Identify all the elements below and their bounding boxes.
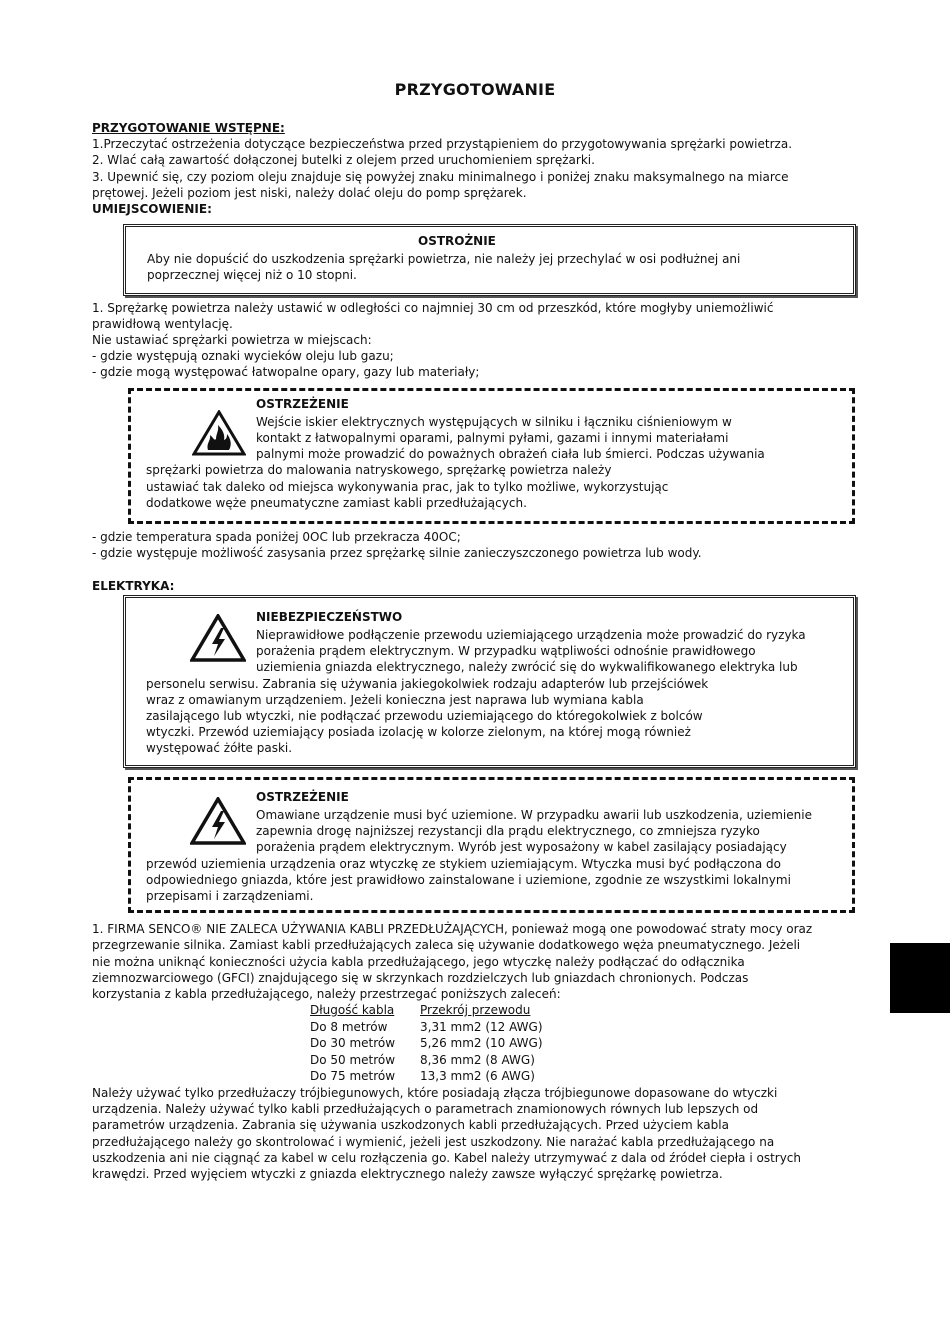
table-cell: 8,36 mm2 (8 AWG) — [420, 1052, 535, 1067]
final-line: przedłużającego należy go skontrolować i wymienić, jeżeli jest uszkodzony. Nie narażać kabla przedłużającego na — [92, 1135, 775, 1149]
danger-text: wraz z omawianym urządzeniem. Jeżeli konieczna jest naprawa lub wymiana kabla — [146, 693, 644, 707]
prep-line: prętowej. Jeżeli poziom jest niski, należy dolać oleju do pomp sprężarek. — [92, 186, 527, 200]
danger-text: Nieprawidłowe podłączenie przewodu uziemiającego urządzenia może prowadzić do ryzyka — [256, 628, 806, 642]
danger-title: NIEBEZPIECZEŃSTWO — [256, 610, 403, 624]
ext-line: przegrzewanie silnika. Zamiast kabli przedłużających zaleca się używanie dodatkowego węża pneumatycznego. Jeżeli — [92, 938, 801, 952]
caution-title: OSTROŻNIE — [418, 234, 496, 248]
location-line: - gdzie występuje możliwość zasysania przez sprężarkę silnie zanieczyszczonego powietrza lub wody. — [92, 546, 702, 560]
location-line: - gdzie temperatura spada poniżej 0OC lub przekracza 40OC; — [92, 530, 461, 544]
prep-line: 2. Wlać całą zawartość dołączonej butelki z olejem przed uruchomieniem sprężarki. — [92, 153, 595, 167]
warning-text: zapewnia drogę najniższej rezystancji dla prądu elektrycznego, co zmniejsza ryzyko — [256, 824, 760, 838]
table-cell: Do 30 metrów — [310, 1036, 396, 1050]
table-cell: 3,31 mm2 (12 AWG) — [420, 1019, 543, 1034]
location-line: - gdzie występują oznaki wycieków oleju lub gazu; — [92, 349, 394, 363]
danger-text: porażenia prądem elektrycznym. W przypadku wątpliwości odnośnie prawidłowego — [256, 644, 756, 658]
table-header: Długość kabla — [310, 1003, 395, 1017]
table-cell: 5,26 mm2 (10 AWG) — [420, 1036, 543, 1050]
warning-text: kontakt z łatwopalnymi oparami, palnymi pyłami, gazami i innymi materiałami — [256, 431, 729, 445]
prep-heading: PRZYGOTOWANIE WSTĘPNE: — [92, 121, 285, 135]
warning-text: palnymi może prowadzić do poważnych obrażeń ciała lub śmierci. Podczas używania — [256, 447, 765, 461]
warning-text: przewód uziemienia urządzenia oraz wtyczkę ze stykiem uziemiającym. Wtyczka musi być podłączona do — [146, 857, 781, 871]
ext-line: korzystania z kabla przedłużającego, należy przestrzegać poniższych zaleceń: — [92, 987, 561, 1001]
final-line: uszkodzenia ani nie ciągnąć za kabel w celu rozłączenia go. Kabel należy utrzymywać z dala od źródeł ciepła i ostrych — [92, 1151, 802, 1165]
warning-text: Wejście iskier elektrycznych występujących w silniku i łączniku ciśnieniowym w — [256, 415, 732, 429]
table-cell: Do 8 metrów — [310, 1019, 388, 1034]
final-line: Należy używać tylko przedłużaczy trójbiegunowych, które posiadają złącza trójbiegunowe dopasowane do wtyczki — [92, 1086, 778, 1100]
warning-title: OSTRZEŻENIE — [256, 397, 349, 411]
table-cell: 13,3 mm2 (6 AWG) — [420, 1069, 535, 1083]
final-line: urządzenia. Należy używać tylko kabli przedłużających o parametrach znamionowych równych lub lepszych od — [92, 1102, 759, 1116]
page-title: PRZYGOTOWANIE — [394, 80, 556, 99]
location-line: prawidłową wentylację. — [92, 317, 233, 331]
danger-text: personelu serwisu. Zabrania się używania jakiegokolwiek rodzaju adapterów lub przejściówek — [146, 677, 709, 691]
location-line: - gdzie mogą występować łatwopalne opary, gazy lub materiały; — [92, 365, 480, 379]
electric-shock-icon — [190, 614, 246, 662]
danger-text: występować żółte paski. — [146, 741, 293, 755]
warning-text: Omawiane urządzenie musi być uziemione. W przypadku awarii lub uszkodzenia, uziemienie — [256, 808, 812, 822]
section-tab-marker — [890, 943, 950, 1013]
table-cell: Do 50 metrów — [310, 1052, 396, 1067]
fire-warning-icon — [192, 410, 246, 456]
danger-text: uziemienia gniazda elektrycznego, należy zwrócić się do wykwalifikowanego elektryka lub — [256, 660, 798, 674]
warning-text: ustawiać tak daleko od miejsca wykonywania prac, jak to tylko możliwe, wykorzystując — [146, 480, 669, 494]
location-line: 1. Sprężarkę powietrza należy ustawić w odległości co najmniej 30 cm od przeszkód, które mogłyby uniemożliwić — [92, 301, 774, 315]
ext-line: nie można uniknąć konieczności użycia kabla przedłużającego, jego wtyczkę należy podłączać do odłącznika — [92, 955, 745, 969]
location-line: Nie ustawiać sprężarki powietrza w miejscach: — [92, 333, 372, 347]
warning-text: przepisami i zarządzeniami. — [146, 889, 314, 903]
warning-title: OSTRZEŻENIE — [256, 790, 349, 804]
danger-text: zasilającego lub wtyczki, nie podłączać przewodu uziemiającego do któregokolwiek z bolców — [146, 709, 703, 723]
electric-heading: ELEKTRYKA: — [92, 579, 175, 593]
location-heading: UMIEJSCOWIENIE: — [92, 202, 212, 216]
prep-line: 3. Upewnić się, czy poziom oleju znajduje się powyżej znaku minimalnego i poniżej znaku maksymalnego na miarce — [92, 170, 789, 184]
danger-text: wtyczki. Przewód uziemiający posiada izolację w kolorze zielonym, na której mogą również — [146, 725, 691, 739]
caution-text: poprzecznej więcej niż o 10 stopni. — [147, 268, 357, 282]
final-line: parametrów urządzenia. Zabrania się używania uszkodzonych kabli przedłużających. Przed użyciem kabla — [92, 1118, 729, 1132]
ext-line: ziemnozwarciowego (GFCI) znajdującego się w skrzynkach rozdzielczych lub gniazdach chronionych. Podczas — [92, 971, 749, 985]
warning-text: porażenia prądem elektrycznym. Wyrób jest wyposażony w kabel zasilający posiadający — [256, 840, 787, 854]
table-cell: Do 75 metrów — [310, 1069, 396, 1083]
warning-text: odpowiedniego gniazda, które jest prawidłowo zainstalowane i uziemione, zgodnie ze wszystkimi lokalnymi — [146, 873, 791, 887]
ext-line: 1. FIRMA SENCO® NIE ZALECA UŻYWANIA KABLI PRZEDŁUŻAJĄCYCH, ponieważ mogą one powodować straty mocy oraz — [92, 922, 813, 936]
final-line: krawędzi. Przed wyjęciem wtyczki z gniazda elektrycznego należy zawsze wyłączyć sprężarkę powietrza. — [92, 1167, 723, 1181]
warning-text: dodatkowe węże pneumatyczne zamiast kabli przedłużających. — [146, 496, 527, 510]
warning-text: sprężarki powietrza do malowania natryskowego, sprężarkę powietrza należy — [146, 463, 612, 477]
table-header: Przekrój przewodu — [420, 1003, 531, 1017]
electric-shock-icon — [190, 797, 246, 845]
prep-line: 1.Przeczytać ostrzeżenia dotyczące bezpieczeństwa przed przystąpieniem do przygotowywania sprężarki powietrza. — [92, 137, 793, 151]
caution-text: Aby nie dopuścić do uszkodzenia sprężarki powietrza, nie należy jej przechylać w osi podłużnej ani — [147, 252, 741, 266]
